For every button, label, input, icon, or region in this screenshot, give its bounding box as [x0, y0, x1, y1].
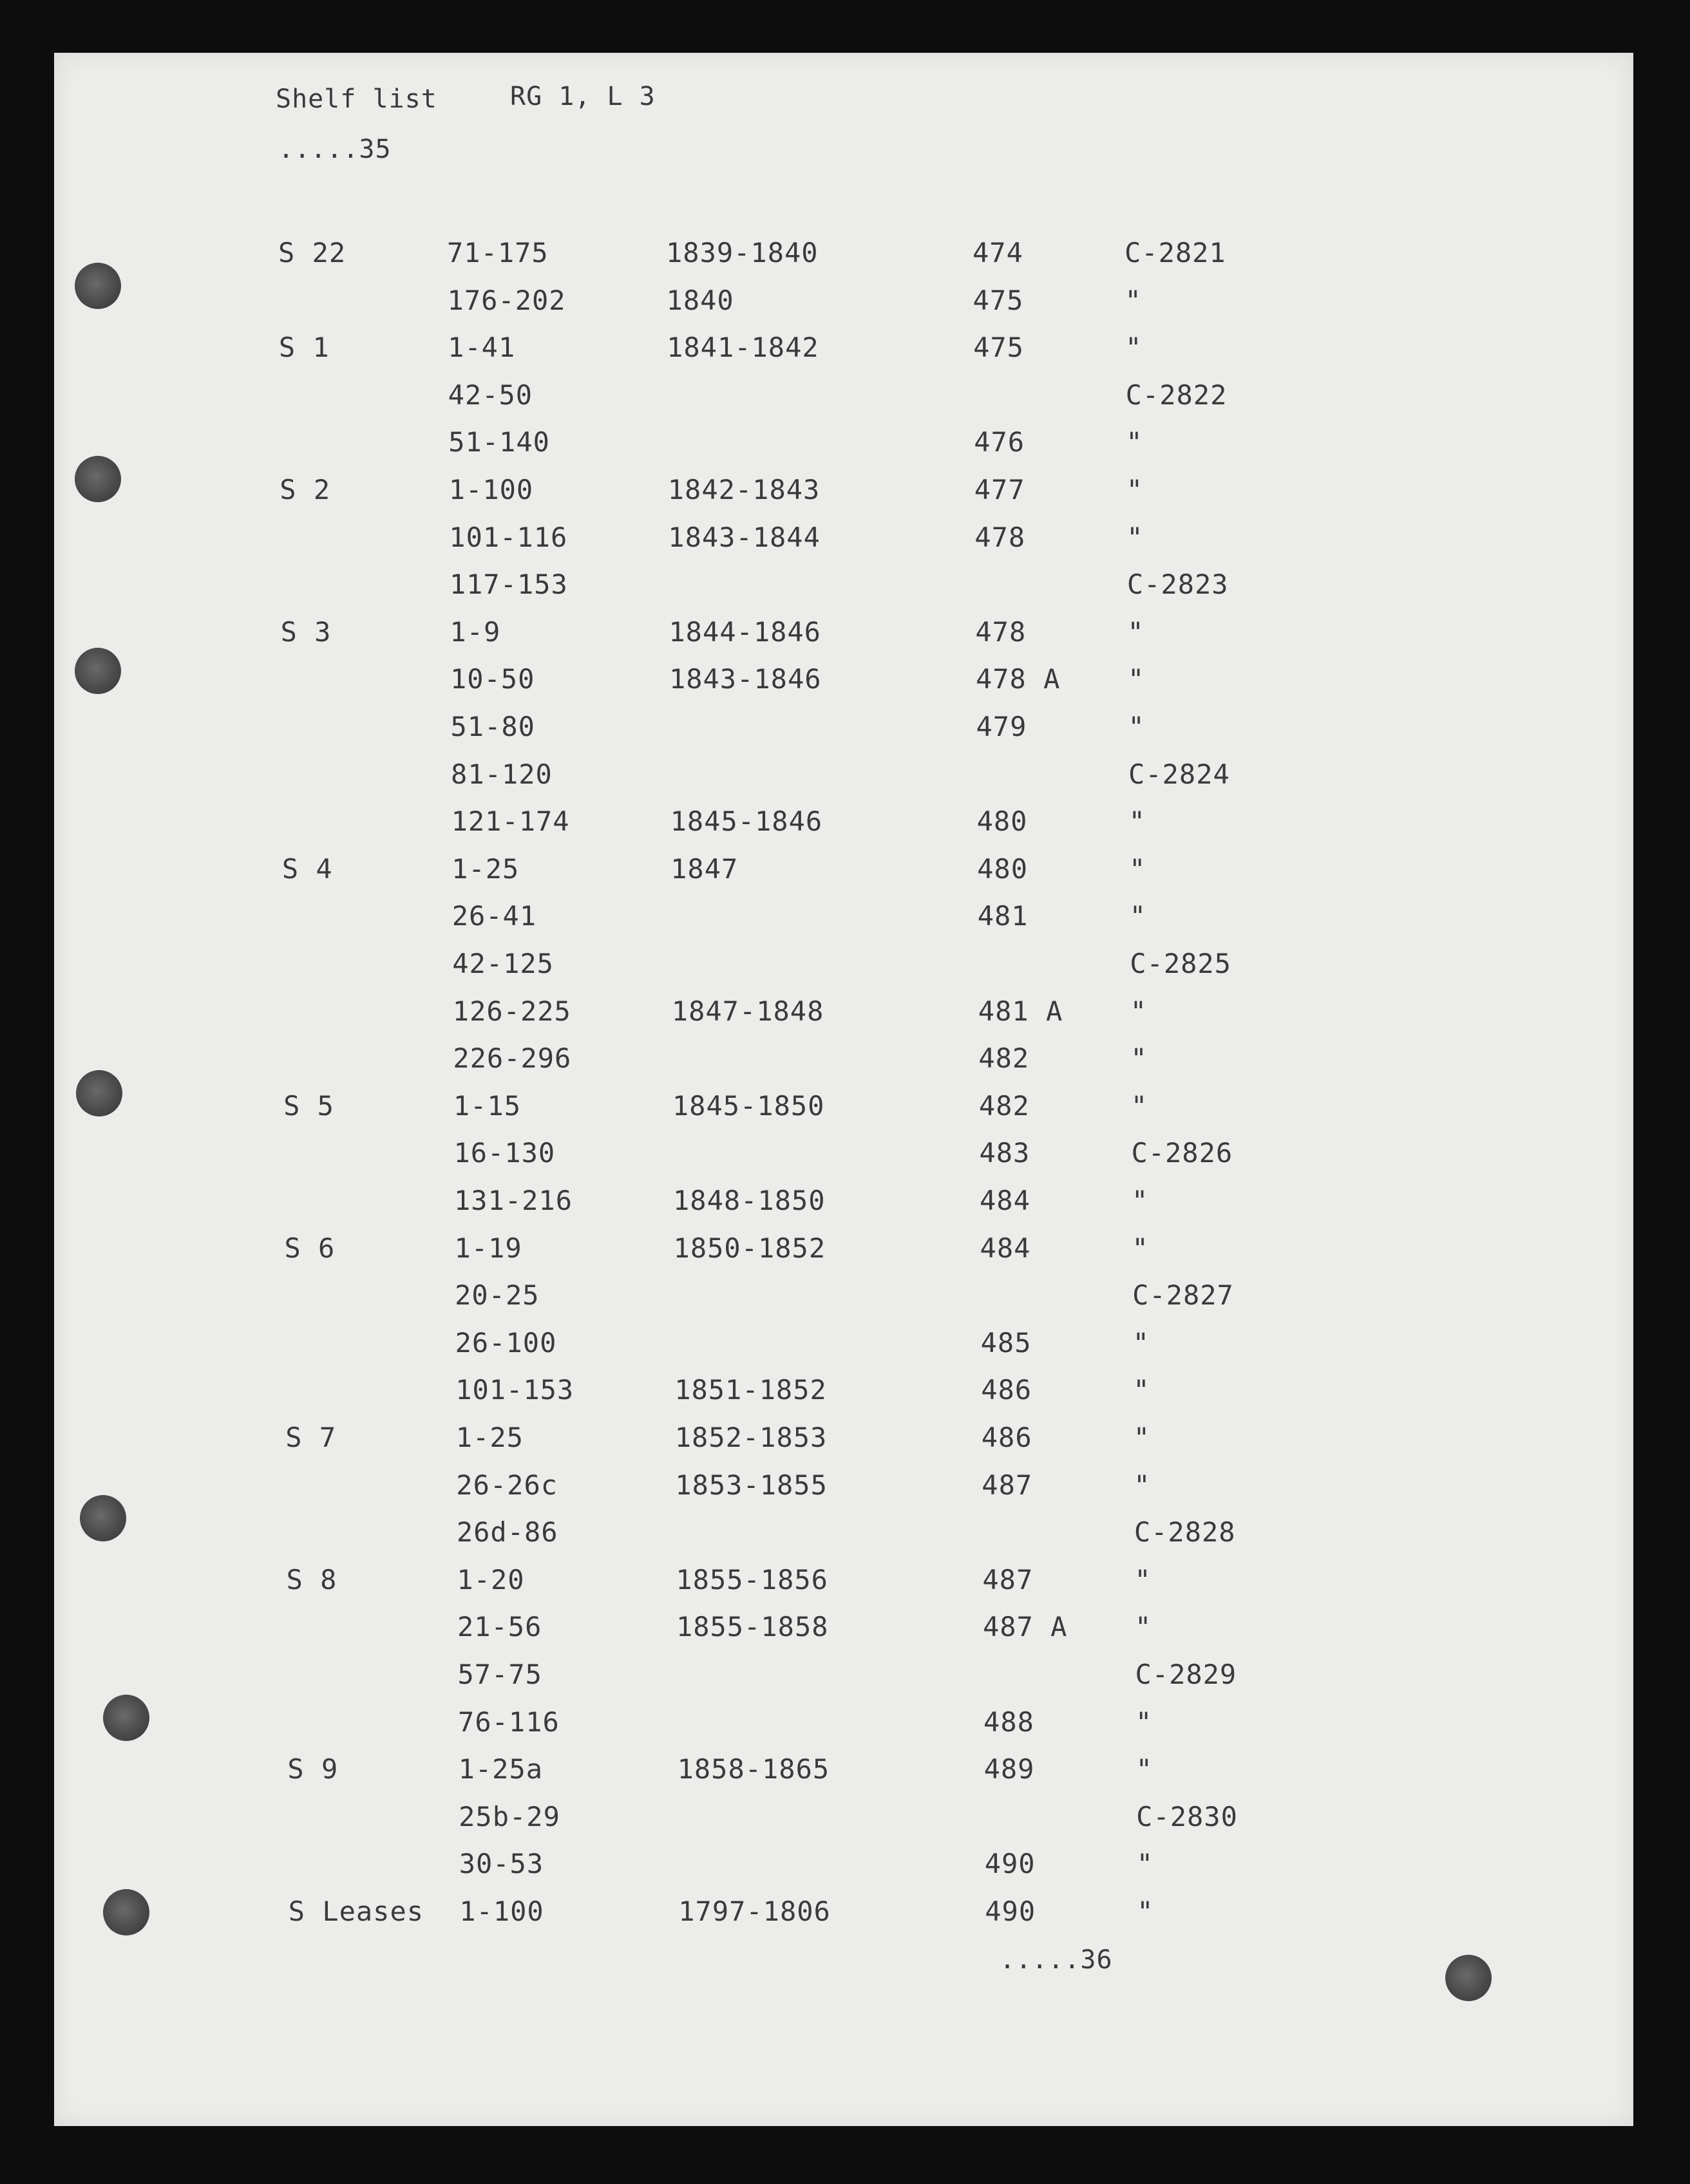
years-cell: 1844-1846: [669, 616, 821, 648]
punch-hole-icon: [1445, 1955, 1492, 2001]
range-cell: 51-140: [448, 426, 550, 458]
years-cell: 1842-1843: [667, 474, 821, 505]
range-cell: 176-202: [447, 284, 566, 316]
volume-cell: 476: [974, 426, 1025, 458]
volume-cell: 474: [973, 237, 1023, 268]
reel-cell: ": [1134, 1469, 1151, 1501]
punch-hole-icon: [80, 1495, 126, 1541]
range-cell: 71-175: [447, 237, 549, 268]
range-cell: 1-41: [448, 332, 516, 364]
volume-cell: 478: [974, 521, 1026, 553]
reel-cell: C-2828: [1134, 1516, 1236, 1549]
reel-cell: ": [1126, 474, 1144, 505]
range-cell: 26-100: [455, 1326, 557, 1359]
reel-cell: C-2823: [1126, 569, 1229, 601]
range-cell: 1-9: [450, 616, 501, 648]
series-cell: S 2: [280, 474, 331, 505]
range-cell: 42-125: [452, 948, 554, 979]
years-cell: 1855-1856: [676, 1563, 828, 1596]
page-title: Shelf list: [276, 84, 437, 114]
range-cell: 1-19: [454, 1232, 522, 1264]
reel-cell: ": [1125, 284, 1142, 316]
years-cell: 1851-1852: [674, 1374, 827, 1406]
volume-cell: 484: [980, 1185, 1030, 1216]
reel-cell: ": [1126, 521, 1144, 553]
years-cell: 1850-1852: [673, 1232, 826, 1264]
reel-cell: ": [1136, 1848, 1154, 1880]
series-cell: S 3: [280, 616, 332, 648]
volume-cell: 487: [982, 1469, 1033, 1501]
series-cell: S 22: [278, 237, 347, 268]
series-cell: S 6: [284, 1232, 336, 1264]
years-cell: 1839-1840: [666, 237, 819, 268]
reel-cell: ": [1129, 900, 1146, 932]
years-cell: 1847-1848: [671, 995, 824, 1027]
volume-cell: 475: [973, 332, 1024, 364]
punch-hole-icon: [103, 1695, 149, 1741]
reel-cell: ": [1134, 1611, 1152, 1643]
reel-cell: ": [1125, 332, 1143, 364]
years-cell: 1848-1850: [673, 1185, 826, 1216]
series-cell: S 1: [278, 332, 330, 364]
reel-cell: ": [1132, 1232, 1149, 1264]
volume-cell: 486: [981, 1422, 1032, 1453]
range-cell: 121-174: [451, 805, 570, 838]
reel-cell: ": [1130, 995, 1148, 1027]
range-cell: 51-80: [450, 711, 535, 742]
reel-cell: C-2829: [1135, 1659, 1237, 1690]
years-cell: 1843-1846: [669, 663, 822, 695]
punch-hole-icon: [103, 1889, 149, 1935]
punch-hole-icon: [75, 648, 121, 694]
volume-cell: 480: [977, 852, 1028, 885]
range-cell: 101-116: [449, 521, 568, 553]
volume-cell: 490: [985, 1896, 1036, 1927]
reel-cell: C-2830: [1136, 1800, 1238, 1832]
reel-cell: ": [1137, 1896, 1154, 1927]
range-cell: 26-26c: [456, 1469, 558, 1501]
range-cell: 10-50: [450, 663, 535, 695]
years-cell: 1847: [670, 852, 739, 885]
range-cell: 57-75: [457, 1659, 542, 1690]
volume-cell: 481: [977, 900, 1029, 932]
volume-cell: 482: [978, 1042, 1030, 1075]
years-cell: 1845-1846: [670, 805, 823, 838]
range-cell: 30-53: [459, 1848, 544, 1880]
range-cell: 101-153: [455, 1374, 574, 1406]
volume-cell: 487 A: [982, 1611, 1068, 1643]
range-cell: 1-25a: [458, 1753, 544, 1785]
reel-cell: C-2824: [1128, 758, 1230, 790]
volume-cell: 489: [983, 1753, 1035, 1785]
reel-cell: ": [1134, 1563, 1152, 1596]
years-cell: 1840: [666, 284, 734, 316]
range-cell: 117-153: [449, 569, 568, 601]
volume-cell: 483: [979, 1137, 1030, 1169]
punch-hole-icon: [75, 456, 121, 502]
reel-cell: ": [1132, 1185, 1149, 1216]
punch-hole-icon: [76, 1070, 122, 1116]
series-cell: S 5: [283, 1089, 334, 1122]
range-cell: 1-15: [453, 1089, 522, 1122]
range-cell: 1-20: [457, 1563, 525, 1596]
series-cell: S 8: [286, 1563, 337, 1596]
reel-cell: ": [1127, 616, 1144, 648]
years-cell: 1858-1865: [677, 1753, 830, 1785]
reel-cell: ": [1135, 1753, 1153, 1785]
range-cell: 1-25: [455, 1422, 524, 1453]
years-cell: 1797-1806: [678, 1896, 831, 1927]
volume-cell: 481 A: [978, 995, 1063, 1027]
years-cell: 1853-1855: [675, 1469, 828, 1501]
reel-cell: C-2822: [1125, 379, 1228, 411]
series-cell: S 4: [281, 852, 333, 885]
next-page-marker: .....36: [1000, 1945, 1113, 1975]
years-cell: 1845-1850: [672, 1089, 825, 1122]
reel-cell: ": [1132, 1326, 1150, 1359]
range-cell: 26d-86: [456, 1516, 558, 1549]
range-cell: 25b-29: [459, 1800, 560, 1832]
range-cell: 126-225: [452, 995, 571, 1027]
range-cell: 42-50: [448, 379, 533, 411]
reel-cell: ": [1135, 1706, 1153, 1738]
volume-cell: 480: [976, 805, 1028, 838]
years-cell: 1843-1844: [668, 521, 821, 553]
reel-cell: ": [1128, 805, 1146, 838]
volume-cell: 482: [978, 1089, 1030, 1122]
volume-cell: 490: [984, 1848, 1036, 1880]
range-cell: 1-25: [451, 852, 520, 885]
range-cell: 76-116: [458, 1706, 560, 1738]
punch-hole-icon: [75, 263, 121, 309]
range-cell: 26-41: [451, 900, 537, 932]
volume-cell: 478: [975, 616, 1027, 648]
reel-cell: ": [1127, 663, 1145, 695]
volume-cell: 485: [980, 1326, 1032, 1359]
reel-cell: ": [1133, 1374, 1150, 1406]
reel-cell: C-2821: [1125, 237, 1226, 268]
years-cell: 1855-1858: [676, 1611, 829, 1643]
record-group-reference: RG 1, L 3: [510, 82, 656, 111]
years-cell: 1852-1853: [674, 1422, 828, 1453]
range-cell: 1-100: [448, 474, 534, 505]
volume-cell: 486: [981, 1374, 1032, 1406]
volume-cell: 475: [973, 284, 1024, 316]
volume-cell: 487: [982, 1563, 1034, 1596]
reel-cell: ": [1133, 1422, 1151, 1453]
reel-cell: ": [1130, 1042, 1148, 1075]
reel-cell: C-2825: [1130, 948, 1231, 979]
previous-page-marker: .....35: [278, 135, 392, 164]
reel-cell: ": [1128, 711, 1145, 742]
reel-cell: ": [1130, 1089, 1148, 1122]
document-page: [54, 53, 1633, 2126]
volume-cell: 484: [980, 1232, 1031, 1264]
range-cell: 1-100: [459, 1896, 544, 1927]
series-cell: S Leases: [288, 1896, 424, 1927]
volume-cell: 479: [976, 711, 1027, 742]
range-cell: 81-120: [451, 758, 553, 790]
reel-cell: C-2827: [1132, 1279, 1234, 1312]
range-cell: 16-130: [453, 1137, 556, 1169]
series-cell: S 7: [285, 1422, 337, 1453]
range-cell: 21-56: [457, 1611, 542, 1643]
range-cell: 20-25: [455, 1279, 540, 1312]
reel-cell: ": [1126, 426, 1143, 458]
series-cell: S 9: [287, 1753, 339, 1785]
range-cell: 131-216: [454, 1185, 573, 1216]
years-cell: 1841-1842: [667, 332, 819, 364]
volume-cell: 488: [983, 1706, 1034, 1738]
volume-cell: 478 A: [975, 663, 1061, 695]
reel-cell: ": [1129, 852, 1146, 885]
reel-cell: C-2826: [1131, 1137, 1233, 1169]
volume-cell: 477: [974, 474, 1025, 505]
range-cell: 226-296: [453, 1042, 572, 1075]
